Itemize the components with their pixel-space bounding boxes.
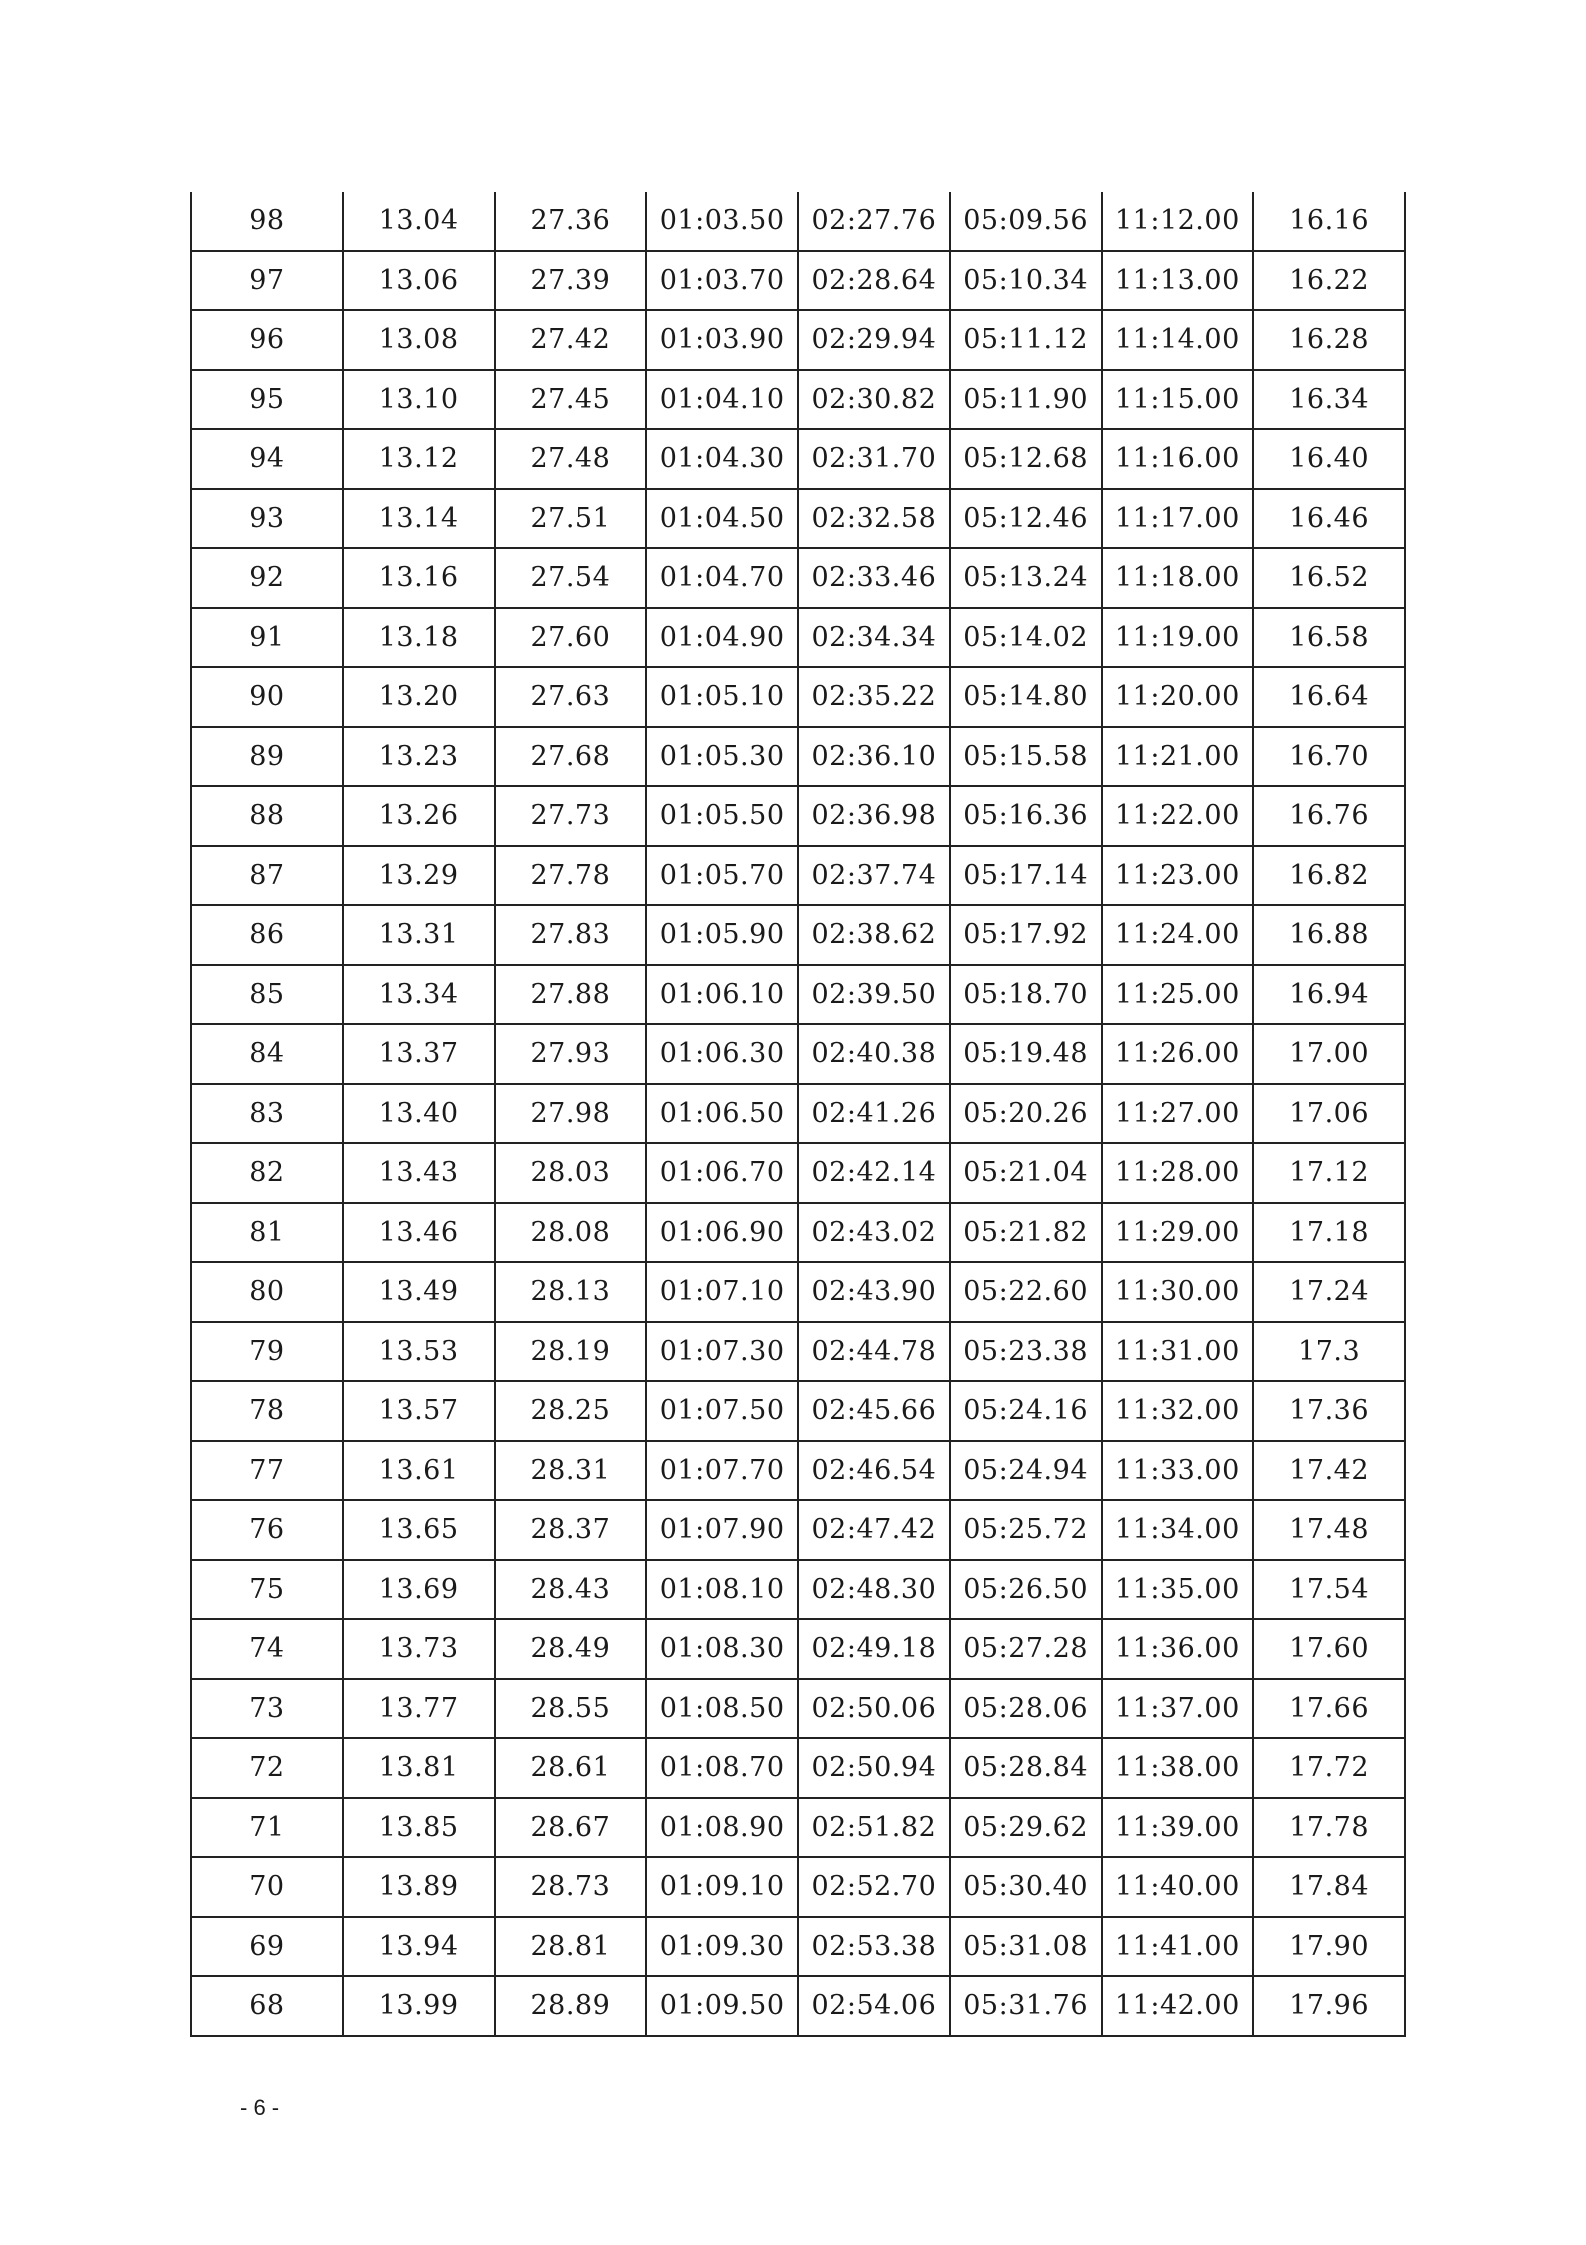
table-row [191,1084,1405,1144]
table-cell: 01:06.30 [646,1024,798,1084]
table-cell: 02:29.94 [798,310,950,370]
table-cell: 02:32.58 [798,489,950,549]
table-cell: 16.70 [1253,727,1405,787]
table-cell: 13.04 [343,192,495,251]
table-cell: 11:15.00 [1102,370,1254,430]
table-cell: 01:08.10 [646,1560,798,1620]
table-cell: 16.76 [1253,786,1405,846]
table-cell: 05:14.80 [950,667,1102,727]
table-cell: 01:07.10 [646,1262,798,1322]
table-cell: 05:24.94 [950,1441,1102,1501]
table-cell: 27.98 [495,1084,647,1144]
table-row [191,1738,1405,1798]
table-row [191,727,1405,787]
score-table-body [191,192,1405,2036]
table-cell: 13.43 [343,1143,495,1203]
table-cell: 05:13.24 [950,548,1102,608]
table-cell: 78 [191,1381,343,1441]
table-cell: 27.51 [495,489,647,549]
table-cell: 02:28.64 [798,251,950,311]
table-cell: 05:22.60 [950,1262,1102,1322]
table-cell: 01:07.70 [646,1441,798,1501]
table-cell: 01:08.50 [646,1679,798,1739]
table-cell: 17.12 [1253,1143,1405,1203]
table-cell: 02:34.34 [798,608,950,668]
table-cell: 16.28 [1253,310,1405,370]
table-cell: 01:05.90 [646,905,798,965]
table-cell: 13.77 [343,1679,495,1739]
table-cell: 13.10 [343,370,495,430]
table-cell: 01:07.30 [646,1322,798,1382]
table-cell: 13.16 [343,548,495,608]
table-cell: 11:41.00 [1102,1917,1254,1977]
table-row [191,846,1405,906]
table-cell: 28.37 [495,1500,647,1560]
table-cell: 16.16 [1253,192,1405,251]
table-cell: 13.73 [343,1619,495,1679]
table-cell: 73 [191,1679,343,1739]
table-cell: 01:06.10 [646,965,798,1025]
table-row [191,1798,1405,1858]
table-cell: 05:10.34 [950,251,1102,311]
table-cell: 27.42 [495,310,647,370]
table-cell: 27.39 [495,251,647,311]
table-cell: 27.88 [495,965,647,1025]
table-cell: 70 [191,1857,343,1917]
table-cell: 02:30.82 [798,370,950,430]
table-cell: 98 [191,192,343,251]
table-cell: 01:09.10 [646,1857,798,1917]
table-cell: 13.85 [343,1798,495,1858]
table-cell: 02:42.14 [798,1143,950,1203]
table-cell: 02:44.78 [798,1322,950,1382]
table-cell: 05:26.50 [950,1560,1102,1620]
table-cell: 02:41.26 [798,1084,950,1144]
table-cell: 05:16.36 [950,786,1102,846]
table-cell: 17.78 [1253,1798,1405,1858]
table-cell: 01:04.90 [646,608,798,668]
table-cell: 11:33.00 [1102,1441,1254,1501]
table-cell: 16.46 [1253,489,1405,549]
table-cell: 11:29.00 [1102,1203,1254,1263]
table-cell: 05:21.04 [950,1143,1102,1203]
table-cell: 05:15.58 [950,727,1102,787]
table-cell: 80 [191,1262,343,1322]
table-cell: 11:27.00 [1102,1084,1254,1144]
table-cell: 84 [191,1024,343,1084]
table-cell: 01:05.70 [646,846,798,906]
table-cell: 27.60 [495,608,647,668]
table-cell: 97 [191,251,343,311]
table-cell: 27.68 [495,727,647,787]
table-cell: 93 [191,489,343,549]
table-row [191,251,1405,311]
table-cell: 01:08.90 [646,1798,798,1858]
table-cell: 05:18.70 [950,965,1102,1025]
table-cell: 01:04.70 [646,548,798,608]
table-cell: 28.03 [495,1143,647,1203]
table-cell: 11:31.00 [1102,1322,1254,1382]
table-row [191,608,1405,668]
table-cell: 17.06 [1253,1084,1405,1144]
table-cell: 17.48 [1253,1500,1405,1560]
table-cell: 13.89 [343,1857,495,1917]
score-table [190,192,1406,2037]
table-cell: 94 [191,429,343,489]
table-cell: 88 [191,786,343,846]
table-row [191,429,1405,489]
table-cell: 13.46 [343,1203,495,1263]
table-cell: 13.18 [343,608,495,668]
table-cell: 02:27.76 [798,192,950,251]
table-row [191,1203,1405,1263]
table-cell: 05:23.38 [950,1322,1102,1382]
table-cell: 17.66 [1253,1679,1405,1739]
table-row [191,192,1405,251]
table-cell: 02:39.50 [798,965,950,1025]
table-row [191,1917,1405,1977]
table-cell: 17.96 [1253,1976,1405,2036]
table-row [191,1322,1405,1382]
table-cell: 27.45 [495,370,647,430]
table-cell: 05:17.92 [950,905,1102,965]
table-row [191,1500,1405,1560]
table-cell: 01:07.90 [646,1500,798,1560]
table-cell: 11:12.00 [1102,192,1254,251]
table-cell: 28.67 [495,1798,647,1858]
table-cell: 02:46.54 [798,1441,950,1501]
table-cell: 13.14 [343,489,495,549]
table-cell: 13.34 [343,965,495,1025]
table-cell: 27.78 [495,846,647,906]
table-cell: 02:43.90 [798,1262,950,1322]
table-cell: 11:35.00 [1102,1560,1254,1620]
table-cell: 02:35.22 [798,667,950,727]
table-cell: 05:24.16 [950,1381,1102,1441]
table-cell: 05:09.56 [950,192,1102,251]
table-cell: 16.64 [1253,667,1405,727]
table-cell: 11:38.00 [1102,1738,1254,1798]
table-cell: 17.00 [1253,1024,1405,1084]
table-cell: 17.90 [1253,1917,1405,1977]
table-row [191,1560,1405,1620]
table-row [191,667,1405,727]
table-cell: 72 [191,1738,343,1798]
table-cell: 17.72 [1253,1738,1405,1798]
table-cell: 13.20 [343,667,495,727]
table-cell: 05:21.82 [950,1203,1102,1263]
table-cell: 17.54 [1253,1560,1405,1620]
table-cell: 11:13.00 [1102,251,1254,311]
table-cell: 02:37.74 [798,846,950,906]
table-row [191,1441,1405,1501]
table-cell: 27.54 [495,548,647,608]
table-cell: 27.73 [495,786,647,846]
table-cell: 01:06.90 [646,1203,798,1263]
table-cell: 02:45.66 [798,1381,950,1441]
table-cell: 02:54.06 [798,1976,950,2036]
table-cell: 01:03.70 [646,251,798,311]
table-cell: 28.43 [495,1560,647,1620]
table-cell: 91 [191,608,343,668]
table-cell: 87 [191,846,343,906]
table-cell: 05:29.62 [950,1798,1102,1858]
table-cell: 27.48 [495,429,647,489]
table-cell: 92 [191,548,343,608]
table-cell: 11:22.00 [1102,786,1254,846]
table-cell: 85 [191,965,343,1025]
table-cell: 01:05.50 [646,786,798,846]
table-cell: 11:30.00 [1102,1262,1254,1322]
table-cell: 11:18.00 [1102,548,1254,608]
table-row [191,1976,1405,2036]
table-cell: 69 [191,1917,343,1977]
table-cell: 74 [191,1619,343,1679]
table-cell: 11:17.00 [1102,489,1254,549]
table-cell: 05:31.08 [950,1917,1102,1977]
table-row [191,1857,1405,1917]
table-cell: 28.25 [495,1381,647,1441]
table-cell: 01:05.10 [646,667,798,727]
table-cell: 01:08.70 [646,1738,798,1798]
table-cell: 17.42 [1253,1441,1405,1501]
table-cell: 01:04.30 [646,429,798,489]
table-cell: 01:09.30 [646,1917,798,1977]
table-cell: 95 [191,370,343,430]
table-row [191,370,1405,430]
table-cell: 02:48.30 [798,1560,950,1620]
table-cell: 05:12.68 [950,429,1102,489]
table-cell: 16.22 [1253,251,1405,311]
table-cell: 28.19 [495,1322,647,1382]
table-cell: 13.12 [343,429,495,489]
table-cell: 05:25.72 [950,1500,1102,1560]
table-cell: 11:34.00 [1102,1500,1254,1560]
table-cell: 01:07.50 [646,1381,798,1441]
table-cell: 11:37.00 [1102,1679,1254,1739]
table-cell: 05:28.84 [950,1738,1102,1798]
table-cell: 01:09.50 [646,1976,798,2036]
table-cell: 11:42.00 [1102,1976,1254,2036]
table-cell: 13.94 [343,1917,495,1977]
table-cell: 13.49 [343,1262,495,1322]
table-row [191,489,1405,549]
table-cell: 17.60 [1253,1619,1405,1679]
table-cell: 13.65 [343,1500,495,1560]
table-cell: 05:20.26 [950,1084,1102,1144]
table-row [191,905,1405,965]
table-cell: 11:23.00 [1102,846,1254,906]
table-row [191,1262,1405,1322]
table-cell: 75 [191,1560,343,1620]
table-cell: 77 [191,1441,343,1501]
table-cell: 17.24 [1253,1262,1405,1322]
table-cell: 13.81 [343,1738,495,1798]
table-cell: 11:28.00 [1102,1143,1254,1203]
table-cell: 01:06.70 [646,1143,798,1203]
table-cell: 02:31.70 [798,429,950,489]
table-cell: 01:08.30 [646,1619,798,1679]
table-cell: 28.13 [495,1262,647,1322]
table-cell: 71 [191,1798,343,1858]
table-row [191,1679,1405,1739]
table-row [191,548,1405,608]
table-cell: 02:36.98 [798,786,950,846]
table-cell: 17.3 [1253,1322,1405,1382]
table-cell: 01:06.50 [646,1084,798,1144]
table-row [191,1024,1405,1084]
table-row [191,310,1405,370]
table-cell: 13.37 [343,1024,495,1084]
table-cell: 05:11.12 [950,310,1102,370]
table-cell: 17.18 [1253,1203,1405,1263]
table-cell: 13.57 [343,1381,495,1441]
table-cell: 02:52.70 [798,1857,950,1917]
table-cell: 79 [191,1322,343,1382]
table-cell: 90 [191,667,343,727]
table-cell: 28.61 [495,1738,647,1798]
table-cell: 16.52 [1253,548,1405,608]
table-cell: 28.73 [495,1857,647,1917]
table-cell: 01:04.10 [646,370,798,430]
table-cell: 11:26.00 [1102,1024,1254,1084]
table-row [191,786,1405,846]
table-cell: 05:30.40 [950,1857,1102,1917]
table-cell: 16.34 [1253,370,1405,430]
table-cell: 16.94 [1253,965,1405,1025]
table-cell: 01:05.30 [646,727,798,787]
table-cell: 13.08 [343,310,495,370]
table-cell: 28.81 [495,1917,647,1977]
table-cell: 81 [191,1203,343,1263]
page-number: - 6 - [240,2095,280,2120]
table-cell: 01:04.50 [646,489,798,549]
table-cell: 83 [191,1084,343,1144]
table-cell: 13.69 [343,1560,495,1620]
table-cell: 02:51.82 [798,1798,950,1858]
table-cell: 96 [191,310,343,370]
table-cell: 05:28.06 [950,1679,1102,1739]
table-row [191,1143,1405,1203]
table-cell: 17.84 [1253,1857,1405,1917]
table-cell: 27.83 [495,905,647,965]
table-cell: 11:20.00 [1102,667,1254,727]
table-cell: 13.31 [343,905,495,965]
table-cell: 89 [191,727,343,787]
table-cell: 05:27.28 [950,1619,1102,1679]
table-cell: 05:14.02 [950,608,1102,668]
table-cell: 16.88 [1253,905,1405,965]
table-cell: 13.23 [343,727,495,787]
table-cell: 01:03.50 [646,192,798,251]
table-cell: 05:31.76 [950,1976,1102,2036]
table-cell: 13.40 [343,1084,495,1144]
table-cell: 28.55 [495,1679,647,1739]
table-cell: 11:36.00 [1102,1619,1254,1679]
table-cell: 82 [191,1143,343,1203]
table-cell: 13.06 [343,251,495,311]
table-cell: 02:43.02 [798,1203,950,1263]
table-cell: 11:25.00 [1102,965,1254,1025]
table-cell: 02:33.46 [798,548,950,608]
table-cell: 11:24.00 [1102,905,1254,965]
table-cell: 68 [191,1976,343,2036]
table-cell: 11:14.00 [1102,310,1254,370]
table-cell: 13.53 [343,1322,495,1382]
table-cell: 13.99 [343,1976,495,2036]
table-cell: 27.93 [495,1024,647,1084]
table-cell: 28.08 [495,1203,647,1263]
table-cell: 11:21.00 [1102,727,1254,787]
table-cell: 02:50.06 [798,1679,950,1739]
table-cell: 28.31 [495,1441,647,1501]
table-cell: 16.40 [1253,429,1405,489]
table-cell: 86 [191,905,343,965]
table-cell: 28.89 [495,1976,647,2036]
table-cell: 28.49 [495,1619,647,1679]
table-cell: 11:40.00 [1102,1857,1254,1917]
table-cell: 05:17.14 [950,846,1102,906]
table-cell: 02:38.62 [798,905,950,965]
table-cell: 11:16.00 [1102,429,1254,489]
table-row [191,965,1405,1025]
table-cell: 11:39.00 [1102,1798,1254,1858]
table-cell: 05:19.48 [950,1024,1102,1084]
table-cell: 05:11.90 [950,370,1102,430]
table-cell: 05:12.46 [950,489,1102,549]
table-cell: 02:40.38 [798,1024,950,1084]
table-cell: 16.82 [1253,846,1405,906]
table-cell: 13.29 [343,846,495,906]
table-cell: 01:03.90 [646,310,798,370]
table-cell: 16.58 [1253,608,1405,668]
table-cell: 11:32.00 [1102,1381,1254,1441]
table-cell: 02:36.10 [798,727,950,787]
table-cell: 13.61 [343,1441,495,1501]
table-cell: 02:53.38 [798,1917,950,1977]
table-cell: 02:50.94 [798,1738,950,1798]
table-cell: 11:19.00 [1102,608,1254,668]
table-cell: 17.36 [1253,1381,1405,1441]
table-cell: 13.26 [343,786,495,846]
table-cell: 27.63 [495,667,647,727]
table-cell: 76 [191,1500,343,1560]
table-cell: 27.36 [495,192,647,251]
table-row [191,1619,1405,1679]
table-row [191,1381,1405,1441]
table-cell: 02:47.42 [798,1500,950,1560]
table-cell: 02:49.18 [798,1619,950,1679]
